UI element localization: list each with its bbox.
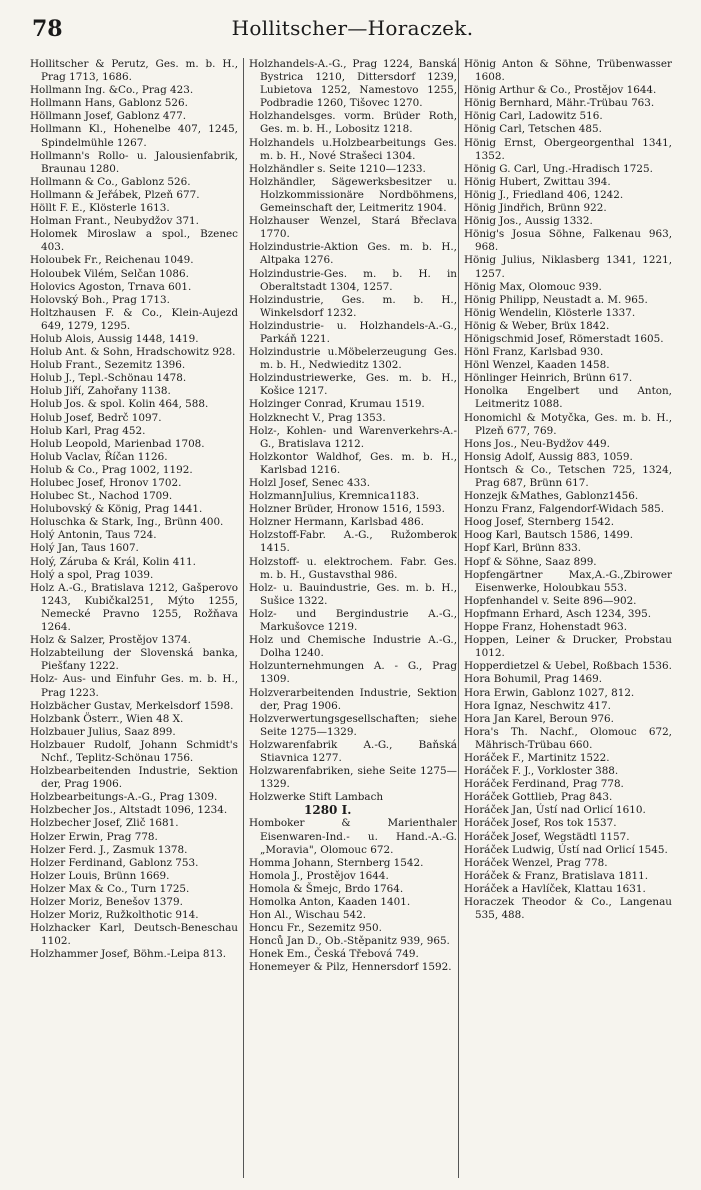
directory-entry: Holzbauer Julius, Saaz 899. — [30, 725, 176, 738]
directory-entry: Hönig Hubert, Zwittau 394. — [464, 175, 611, 188]
directory-entry: Holzer Ferd. J., Zasmuk 1378. — [30, 843, 188, 856]
directory-entry: Hönig & Weber, Brüx 1842. — [464, 319, 610, 332]
directory-entry: Hons Jos., Neu-Bydžov 449. — [464, 437, 610, 450]
directory-entry: Holzabteilung der Slovenská banka, Piešťany 1222. — [30, 647, 238, 673]
directory-entry: Hoog Karl, Bautsch 1586, 1499. — [464, 529, 634, 542]
directory-entry: Holzbearbeitenden Industrie, Sektion der, Prag 1906. — [30, 765, 238, 791]
directory-entry: Hollmann Ing. &Co., Prag 423. — [30, 84, 194, 97]
directory-entry: Hora Jan Karel, Beroun 976. — [464, 712, 614, 725]
directory-entry: Hönig Carl, Tetschen 485. — [464, 123, 602, 136]
directory-entry: Holtzhausen F. & Co., Klein-Aujezd 649, 1279, 1295. — [30, 306, 238, 332]
directory-entry: Hönig Carl, Ladowitz 516. — [464, 110, 603, 123]
directory-entry: Horáček Ludwig, Ústí nad Orlicí 1545. — [464, 843, 668, 856]
directory-entry: Hopfmann Erhard, Asch 1234, 395. — [464, 607, 652, 620]
directory-entry: Hopf & Söhne, Saaz 899. — [464, 555, 597, 568]
directory-entry: Holzindustrie-Aktion Ges. m. b. H., Altpaka 1276. — [249, 241, 457, 267]
directory-entry: Holzhauser Wenzel, Stará Břeclava 1770. — [249, 215, 457, 241]
directory-entry: Holý, Záruba & Král, Kolin 411. — [30, 555, 196, 568]
directory-entry: Holzbauer Rudolf, Johann Schmidt's Nchf., Teplitz-Schönau 1756. — [30, 738, 238, 764]
directory-entry: Holzhammer Josef, Böhm.-Leipa 813. — [30, 948, 227, 961]
directory-entry: Holý a spol, Prag 1039. — [30, 568, 154, 581]
directory-entry: Hönig Ernst, Obergeorgenthal 1341, 1352. — [464, 136, 672, 162]
directory-entry: Höllmann Josef, Gablonz 477. — [30, 110, 187, 123]
directory-entry: Hollmann Kl., Hohenelbe 407, 1245, Spindelmühle 1267. — [30, 123, 238, 149]
directory-entry: Horáček a Havlíček, Klattau 1631. — [464, 882, 646, 895]
directory-entry: Hoog Josef, Sternberg 1542. — [464, 516, 615, 529]
directory-entry: Homola J., Prostějov 1644. — [249, 869, 389, 882]
directory-entry: Hollmann & Jeřábek, Plzeň 677. — [30, 188, 200, 201]
directory-entry: Hollmann's Rollo- u. Jalousienfabrik, Braunau 1280. — [30, 149, 238, 175]
directory-entry: Hopperdietzel & Uebel, Roßbach 1536. — [464, 660, 672, 673]
directory-entry: Horáček Ferdinand, Prag 778. — [464, 778, 624, 791]
directory-entry: Horáček F., Martinitz 1522. — [464, 751, 610, 764]
directory-entry: Holub Leopold, Marienbad 1708. — [30, 437, 205, 450]
directory-entry: Holman Frant., Neubydžov 371. — [30, 215, 199, 228]
directory-entry: Holý Jan, Taus 1607. — [30, 542, 139, 555]
directory-entry: Holub Vaclav, Říčan 1126. — [30, 450, 168, 463]
directory-entry: Hönig Jindřich, Brünn 922. — [464, 202, 607, 215]
directory-entry: Homola & Šmejc, Brdo 1764. — [249, 882, 404, 895]
directory-entry: Hönig's Josua Söhne, Falkenau 963, 968. — [464, 228, 672, 254]
directory-entry: Holzl Josef, Senec 433. — [249, 477, 371, 489]
column-right — [464, 58, 672, 1178]
directory-entry: Holub Karl, Prag 452. — [30, 424, 146, 437]
directory-entry: Hoppe Franz, Hohenstadt 963. — [464, 621, 628, 634]
directory-entry: Hollmann & Co., Gablonz 526. — [30, 175, 191, 188]
directory-entry: Holzverwertungsgesellschaften; siehe Seite 1275—1329. — [249, 712, 457, 738]
directory-entry: Honolka Engelbert und Anton, Leitmeritz 1088. — [464, 385, 672, 411]
directory-entry: Holzhacker Karl, Deutsch-Beneschau 1102. — [30, 922, 238, 948]
directory-entry: Holzkontor Waldhof, Ges. m. b. H., Karlsbad 1216. — [249, 450, 457, 476]
directory-entry: Holzhändler s. Seite 1210—1233. — [249, 162, 426, 175]
directory-entry: Hönig Bernhard, Mähr.-Trübau 763. — [464, 97, 655, 110]
directory-entry: Holzindustrie-Ges. m. b. H. in Oberaltstadt 1304, 1257. — [249, 267, 457, 293]
directory-entry: Holzknecht V., Prag 1353. — [249, 411, 386, 424]
directory-entry: Höllt F. E., Klösterle 1613. — [30, 202, 170, 215]
directory-entry: Holub Josef, Bedrč 1097. — [30, 411, 162, 424]
directory-entry: Horaczek Theodor & Co., Langenau 535, 488. — [464, 896, 672, 922]
directory-entry: Holzindustriewerke, Ges. m. b. H., Košice 1217. — [249, 372, 457, 398]
directory-entry: Honek Em., Česká Třebová 749. — [249, 948, 419, 961]
directory-entry: Holz- und Bergindustrie A.-G., Markušovce 1219. — [249, 607, 457, 634]
directory-entry: Holz A.-G., Bratislava 1212, Gašperovo 1243, Kubičkal251, Mýto 1255, Nemecké Pravno 1255, Rožňava 1264. — [30, 581, 238, 634]
directory-entry: Holzindustrie u.Möbelerzeugung Ges. m. b. H., Nedwieditz 1302. — [249, 346, 457, 372]
directory-entry: Hollmann Hans, Gablonz 526. — [30, 97, 188, 110]
directory-entry: Horáček Josef, Ros tok 1537. — [464, 817, 617, 830]
directory-entry: Holz und Chemische Industrie A.-G., Dolha 1240. — [249, 634, 457, 660]
directory-entry: Holomek Miroslaw a spol., Bzenec 403. — [30, 228, 238, 254]
directory-entry: Holub & Co., Prag 1002, 1192. — [30, 463, 193, 476]
directory-entry: Holzinger Conrad, Krumau 1519. — [249, 398, 425, 411]
directory-entry: Honomichl & Motyčka, Ges. m. b. H., Plzeň 677, 769. — [464, 411, 672, 437]
directory-entry: Hontsch & Co., Tetschen 725, 1324, Prag 687, Brünn 617. — [464, 463, 672, 489]
directory-entry: Honemeyer & Pilz, Hennersdorf 1592. — [249, 961, 452, 974]
directory-entry: Hönl Franz, Karlsbad 930. — [464, 346, 604, 359]
directory-entry: Hönig Max, Olomouc 939. — [464, 280, 602, 293]
directory-entry: Holzindustrie, Ges. m. b. H., Winkelsdorf 1232. — [249, 293, 457, 319]
directory-entry: Hoppen, Leiner & Drucker, Probstau 1012. — [464, 634, 672, 660]
directory-entry: Holzwarenfabriken, siehe Seite 1275—1329. — [249, 765, 457, 791]
directory-entry: Holzhändler, Sägewerksbesitzer u. Holzkommissionäre Nordböhmens, Gemeinschaft der, Leitmeritz 1904. — [249, 175, 457, 215]
directory-entry: Holzindustrie- u. Holzhandels-A.-G., Parkáň 1221. — [249, 319, 457, 345]
directory-entry: Holubovský & König, Prag 1441. — [30, 503, 203, 516]
directory-entry: Hönlinger Heinrich, Brünn 617. — [464, 372, 633, 385]
directory-entry: Holzwarenfabrik A.-G., Baňská Stiavnica 1277. — [249, 738, 457, 764]
column-middle — [249, 58, 457, 1178]
directory-entry: Horáček F. J., Vorkloster 388. — [464, 765, 619, 778]
directory-entry: Homolka Anton, Kaaden 1401. — [249, 896, 411, 908]
directory-entry: Holzbank Österr., Wien 48 X. — [30, 712, 184, 725]
directory-entry: Holzer Max & Co., Turn 1725. — [30, 882, 190, 895]
directory-entry: Holzstoff- u. elektrochem. Fabr. Ges. m. b. H., Gustavsthal 986. — [249, 555, 457, 581]
directory-entry: 1280 I. — [304, 803, 352, 818]
directory-entry: Hopfenhandel v. Seite 896—902. — [464, 594, 637, 607]
page-header — [22, 12, 683, 48]
directory-entry: Honzu Franz, Falgendorf-Widach 585. — [464, 503, 665, 516]
directory-entry: Hora Ignaz, Neschwitz 417. — [464, 699, 611, 712]
directory-entry: Holzunternehmungen A. - G., Prag 1309. — [249, 660, 457, 686]
directory-entry: Holubec St., Nachod 1709. — [30, 490, 173, 503]
column-divider — [458, 58, 459, 1178]
directory-entry: Holzer Erwin, Prag 778. — [30, 830, 158, 843]
column-left — [30, 58, 238, 1178]
directory-entry: Holzner Brüder, Hronow 1516, 1593. — [249, 503, 445, 516]
directory-entry: Hönigschmid Josef, Römerstadt 1605. — [464, 332, 664, 345]
directory-entry: Holz- u. Bauindustrie, Ges. m. b. H., Sušice 1322. — [249, 581, 457, 607]
directory-entry: Horáček & Franz, Bratislava 1811. — [464, 869, 649, 882]
directory-entry: Holub Frant., Sezemitz 1396. — [30, 359, 186, 372]
directory-entry: Holubec Josef, Hronov 1702. — [30, 477, 182, 489]
directory-entry: Holzverarbeitenden Industrie, Sektion der, Prag 1906. — [249, 686, 457, 712]
directory-entry: Honzejk &Mathes, Gablonz1456. — [464, 490, 639, 503]
directory-entry: Hora Bohumil, Prag 1469. — [464, 673, 603, 686]
directory-entry: Horáček Josef, Wegstädtl 1157. — [464, 830, 630, 843]
directory-entry: Hopfengärtner Max,A.-G.,Zbirower Eisenwerke, Holoubkau 553. — [464, 568, 672, 594]
directory-entry: Homma Johann, Sternberg 1542. — [249, 856, 424, 869]
directory-entry: Hollitscher & Perutz, Ges. m. b. H., Prag 1713, 1686. — [30, 58, 238, 84]
directory-entry: Hora's Th. Nachf., Olomouc 672, Mährisch-Trübau 660. — [464, 725, 672, 751]
directory-entry: Holub Ant. & Sohn, Hradschowitz 928. — [30, 346, 236, 359]
column-divider — [243, 58, 244, 1178]
directory-entry: Holoubek Fr., Reichenau 1049. — [30, 254, 194, 267]
directory-entry: Holz- Aus- und Einfuhr Ges. m. b. H., Prag 1223. — [30, 673, 238, 699]
page-number: 78 — [32, 16, 63, 42]
directory-entry: Honcu Fr., Sezemitz 950. — [249, 922, 382, 935]
directory-entry: Holub J., Tepl.-Schönau 1478. — [30, 372, 187, 385]
directory-entry: Horáček Jan, Ústí nad Orlicí 1610. — [464, 804, 646, 817]
directory-entry: Holzner Hermann, Karlsbad 486. — [249, 516, 424, 529]
directory-entry: Holoubek Vilém, Selčan 1086. — [30, 267, 189, 280]
directory-entry: Horáček Gottlieb, Prag 843. — [464, 791, 613, 804]
directory-entry: Holz & Salzer, Prostějov 1374. — [30, 634, 191, 647]
directory-entry: HolzmannJulius, Kremnica1183. — [249, 490, 420, 503]
directory-entry: Holzstoff-Fabr. A.-G., Ružomberok 1415. — [249, 529, 457, 555]
directory-entry: Holzbächer Gustav, Merkelsdorf 1598. — [30, 699, 234, 712]
directory-entry: Hönig Jos., Aussig 1332. — [464, 215, 593, 228]
directory-entry: Holzwerke Stift Lambach — [249, 791, 384, 804]
directory-entry: Hon Al., Wischau 542. — [249, 909, 367, 922]
directory-entry: Hönig Wendelin, Klösterle 1337. — [464, 306, 636, 319]
directory-entry: Holzbearbeitungs-A.-G., Prag 1309. — [30, 791, 218, 804]
directory-entry: Holovics Agoston, Trnava 601. — [30, 280, 192, 293]
directory-entry: Holovský Boh., Prag 1713. — [30, 293, 170, 306]
directory-entry: Hönig Arthur & Co., Prostějov 1644. — [464, 84, 657, 97]
directory-entry: Holzer Louis, Brünn 1669. — [30, 869, 170, 882]
directory-entry: Hönig J., Friedland 406, 1242. — [464, 188, 624, 201]
directory-entry: Hönl Wenzel, Kaaden 1458. — [464, 359, 610, 372]
directory-columns — [30, 58, 680, 1178]
directory-entry: Holub Jos. & spol. Kolin 464, 588. — [30, 398, 209, 411]
directory-entry: Honců Jan D., Ob.-Stěpanitz 939, 965. — [249, 935, 450, 948]
running-head: Hollitscher—Horaczek. — [231, 16, 474, 40]
directory-entry: Holzbecher Josef, Zlič 1681. — [30, 817, 179, 830]
directory-entry: Holzer Moriz, Benešov 1379. — [30, 896, 183, 908]
directory-entry: Holzhandels-A.-G., Prag 1224, Banská Bystrica 1210, Dittersdorf 1239, Lubietova 1252, Namestovo 1255, Podbradie 1260, Tišovec 1270. — [249, 58, 457, 110]
directory-entry: Holzer Ferdinand, Gablonz 753. — [30, 856, 199, 869]
directory-entry: Holuschka & Stark, Ing., Brünn 400. — [30, 516, 224, 529]
directory-entry: Hora Erwin, Gablonz 1027, 812. — [464, 686, 635, 699]
directory-entry: Holub Alois, Aussig 1448, 1419. — [30, 332, 199, 345]
directory-entry: Holz-, Kohlen- und Warenverkehrs-A.-G., Bratislava 1212. — [249, 424, 457, 450]
directory-entry: Horáček Wenzel, Prag 778. — [464, 856, 608, 869]
directory-entry: Holzhandels u.Holzbearbeitungs Ges. m. b. H., Nové Strašeci 1304. — [249, 136, 457, 162]
directory-entry: Hönig Anton & Söhne, Trübenwasser 1608. — [464, 58, 672, 84]
directory-entry: Honsig Adolf, Aussig 883, 1059. — [464, 450, 633, 463]
directory-entry: Hönig Philipp, Neustadt a. M. 965. — [464, 293, 648, 306]
directory-entry: Holzer Moriz, Ružkolthotic 914. — [30, 909, 199, 922]
directory-entry: Holý Antonin, Taus 724. — [30, 529, 157, 542]
directory-entry: Hönig G. Carl, Ung.-Hradisch 1725. — [464, 162, 653, 175]
directory-entry: Hönig Julius, Niklasberg 1341, 1221, 1257. — [464, 254, 672, 280]
directory-entry: Homboker & Marienthaler Eisenwaren-Ind.- u. Hand.-A.-G. „Moravia", Olomouc 672. — [249, 817, 457, 856]
directory-entry: Hopf Karl, Brünn 833. — [464, 542, 582, 555]
directory-entry: Holzbecher Jos., Altstadt 1096, 1234. — [30, 804, 228, 817]
directory-entry: Holub Jiří, Zahořany 1138. — [30, 385, 171, 398]
directory-entry: Holzhandelsges. vorm. Brüder Roth, Ges. m. b. H., Lobositz 1218. — [249, 110, 457, 136]
